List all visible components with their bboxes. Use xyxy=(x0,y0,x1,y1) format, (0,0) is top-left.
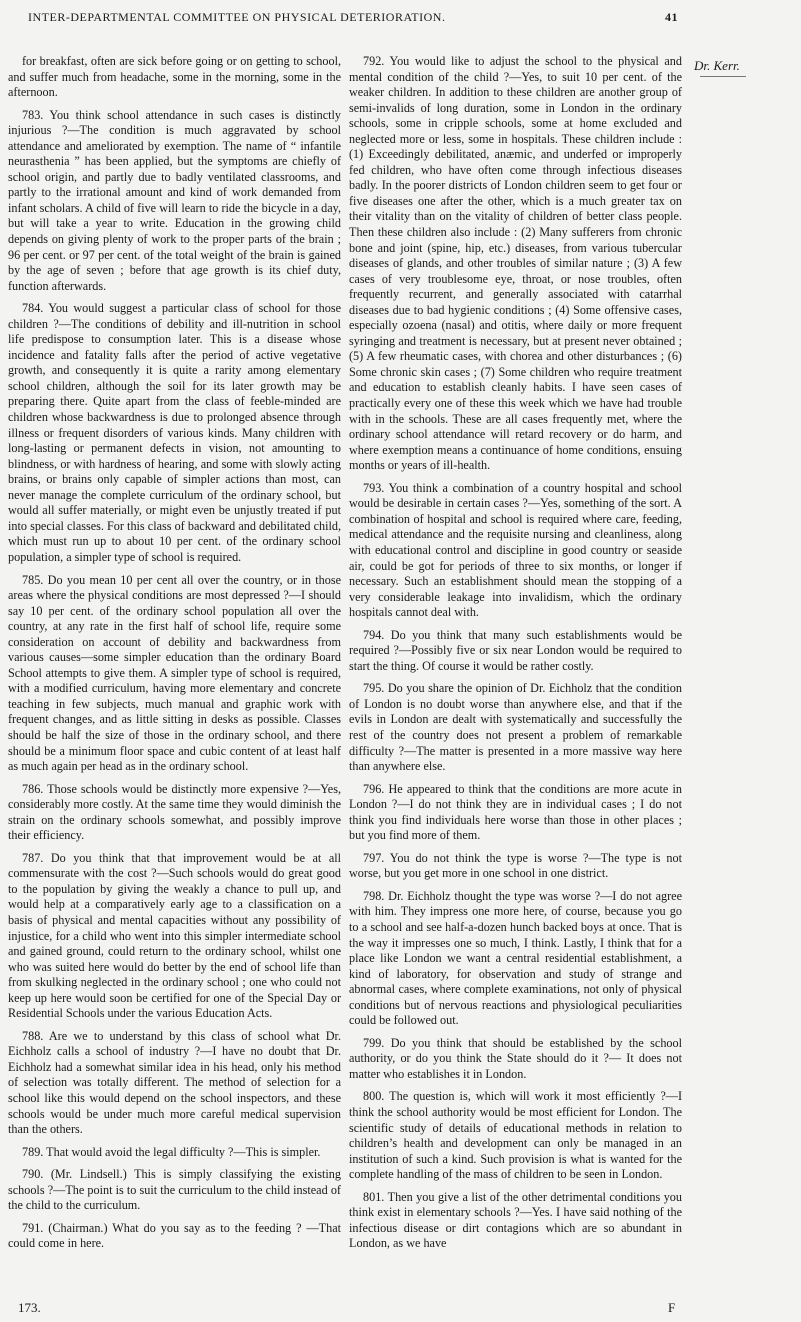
paragraph: 798. Dr. Eichholz thought the type was worse ?—I do not agree with him. They impress one more here, of course, because you go to a school and see half-a-dozen hunch backed boys at once. That is the way it impresses one so much, I think. Lastly, I think that for a place like London we want a central residential establishment, a kind of laboratory, for observation and study of strange and abnormal cases, where complete examinations, not only of physical conditions but of nervous reactions and physiological peculiarities could be followed out. xyxy=(349,888,682,1028)
signature-mark: F xyxy=(668,1300,676,1315)
margin-rule xyxy=(700,76,746,77)
paragraph: 787. Do you think that that improvement would be at all commensurate with the cost ?—Such schools would do great good to the population by giving the weakly a chance to pull up, and would help at a comparatively early age to a classification on a basis of physical and mental capacities without any possibility of injustice, for a child who went into this simpler intermediate school and gained ground, could return to the ordinary school, whilst one who was suited here would do better by the end of school life than from skulking neglected in the ordinary school ; one who could not keep up here would soon be certified for one of the Special Day or Residential Schools under the various Education Acts. xyxy=(8,850,341,1021)
paragraph: 788. Are we to understand by this class of school what Dr. Eichholz calls a school of industry ?—I have no doubt that Dr. Eichholz had a somewhat similar idea in his head, only his method of selection was totally different. The method of selection for a school like this would depend on the school inspectors, and these schools would be under much more careful medical supervision than the others. xyxy=(8,1028,341,1137)
paragraph: 790. (Mr. Lindsell.) This is simply classifying the existing schools ?—The point is to suit the curriculum to the child instead of the child to the curriculum. xyxy=(8,1167,341,1213)
paragraph: 789. That would avoid the legal difficulty ?—This is simpler. xyxy=(22,1144,321,1159)
running-title: INTER-DEPARTMENTAL COMMITTEE ON PHYSICAL DETERIORATION. xyxy=(28,10,446,24)
paragraph: 783. You think school attendance in such cases is distinctly injurious ?—The condition is much aggravated by school attendance and ameliorated by exemption. The name of “ infantile neurasthenia ” has been applied, but the symptoms are chiefly of school origin, and partly due to badly ventilated classrooms, and partly to the irrational amount and kind of work demanded from infant scholars. A child of five will learn to ride the bicycle in a day, but will take a year to write. Education in the growing child depends on giving plenty of work to the proper parts of the brain ; 96 per cent. or 97 per cent. of the total weight of the brain is gained by the age of seven ; before that age growth is its chief duty, function afterwards. xyxy=(8,107,341,293)
paragraph: 784. You would suggest a particular class of school for those children ?—The conditions of debility and ill-nutrition in school life predispose to consumption later. This is a disease whose incidence and fatality falls after the period of active vegetative growth, and consequently it is quite a rarity among elementary school children, although the soil for its later growth may be preparing there. Quite apart from the class of feeble-minded are children whose backwardness is due to prolonged absence through illness or frequent disorders of various kinds. Many children with long-lasting or permanent defects in vision, not amounting to blindness, or with hardness of hearing, and some with slowly acting brains, or brains only capable of simpler actions than most, can never manage the complete curriculum of the ordinary school, but would all suffer materially, or might even be unjustly treated if put into special classes. For this class of backward and debilitated child, which must run up to about 10 per cent. of the ordinary school population, a simpler type of school is required. xyxy=(8,301,341,564)
paragraph: 799. Do you think that should be established by the school authority, or do you think the State should do it ?— It does not matter who establishes it in London. xyxy=(349,1035,682,1081)
paragraph: for breakfast, often are sick before going or on getting to school, and suffer much from headache, some in the morning, some in the afternoon. xyxy=(8,54,341,100)
paragraph: 786. Those schools would be distinctly more expensive ?—Yes, considerably more costly. At the same time they would diminish the strain on the ordinary schools somewhat, and possibly improve their efficiency. xyxy=(8,781,341,843)
paragraph: 791. (Chairman.) What do you say as to the feeding ? —That could come in here. xyxy=(8,1220,341,1251)
paragraph: 796. He appeared to think that the conditions are more acute in London ?—I do not think they are in individual cases ; I do not think you find individuals here worse than those in other places ; but you find more of them. xyxy=(349,781,682,843)
left-column xyxy=(8,54,341,1259)
paragraph: 801. Then you give a list of the other detrimental conditions you think exist in elementary schools ?—Yes. I have said nothing of the infectious disease or dirt contagions which are so abundant in London, as we have xyxy=(349,1189,682,1251)
paragraph: 800. The question is, which will work it most efficiently ?—I think the school authority would be most efficient for London. The scientific study of details of educational methods in relation to children’s health and development can only be managed in an institution of such a kind. Such provision is what is wanted for the complete handling of the mass of children to be seen in London. xyxy=(349,1089,682,1182)
paragraph: 794. Do you think that many such establishments would be required ?—Possibly five or six near London would be required to start the thing. Of course it would be rather costly. xyxy=(349,627,682,673)
footer-number: 173. xyxy=(18,1300,41,1315)
page-number: 41 xyxy=(665,10,678,24)
paragraph: 797. You do not think the type is worse ?—The type is not worse, but you get more in one school in one district. xyxy=(349,850,682,881)
paragraph: 795. Do you share the opinion of Dr. Eichholz that the condition of London is no doubt worse than anywhere else, and that if the evils in London are dealt with systematically and successfully the rest of the country does not present a problem of remarkable difficulty ?—The matter is presented in a more massive way here than anywhere else. xyxy=(349,681,682,774)
paragraph: 793. You think a combination of a country hospital and school would be desirable in certain cases ?—Yes, something of the sort. A combination of hospital and school is required where care, feeding, medical attendance and the requisite nursing and cleanliness, along with educational control and discipline in good country or seaside air, could be got for periods of three to six months, or longer if necessary. Such an establishment should mean the stopping of a very considerable leakage into invalidism, which the ordinary hospitals cannot deal with. xyxy=(349,480,682,620)
witness-margin-note: Dr. Kerr. xyxy=(694,58,740,73)
paragraph: 785. Do you mean 10 per cent all over the country, or in those areas where the physical conditions are most depressed ?—I should say 10 per cent. of the ordinary school population all over the country, at any rate in the first half of school life, require some consideration on account of debility and backwardness from various causes—some simpler education than the ordinary Board School attempts to give them. A simpler type of school is required, with a modified curriculum, having more elementary and concrete teaching in few subjects, much manual and graphic work with frequent changes, and as little sitting in desks as possible. Classes should be half the size of those in the ordinary school, and there should be a minimum floor space and cubic content of at least half as much again per head as in the ordinary school. xyxy=(8,572,341,774)
right-column xyxy=(349,54,682,1259)
paragraph: 792. You would like to adjust the school to the physical and mental condition of the child ?—Yes, to suit 10 per cent. of the weaker children. In addition to these children are another group of semi-invalids of long duration, some in London in the ordinary schools, some in cripple schools, some at home excluded and neglected more or less, some in hospitals. These children include : (1) Exceedingly debilitated, anæmic, and underfed or improperly fed children, who have often come through infectious diseases badly. In the poorer districts of London children seem to get four or five diseases one after the other, which is a much greater tax on their vitality than on the vitality of children of better class people. Then these children also include : (2) Many sufferers from chronic bone and joint (spine, hip, etc.) diseases, from various tubercular diseases of glands, and other troubles of similar nature ; (3) A few cases of very troublesome eye, throat, or nose troubles, often frequently recurrent, and generally associated with catarrhal diseases due to bad hygienic conditions ; (4) Some offensive cases, especially ozoena (nasal) and otitis, where daily or more frequent syringing and treatment is necessary, but at present never obtained ; (5) A few rheumatic cases, with chorea and other disturbances ; (6) Some chronic skin cases ; (7) Some children who require treatment and education to establish cleanly habits. I have seen cases of practically every one of these this week which we have had trouble with in the schools. These are all cases frequently met, where the ordinary school attendance will retard recovery or do harm, and where exemption means a continuance of home conditions, ensuing months or years of ill-health. xyxy=(349,54,682,473)
